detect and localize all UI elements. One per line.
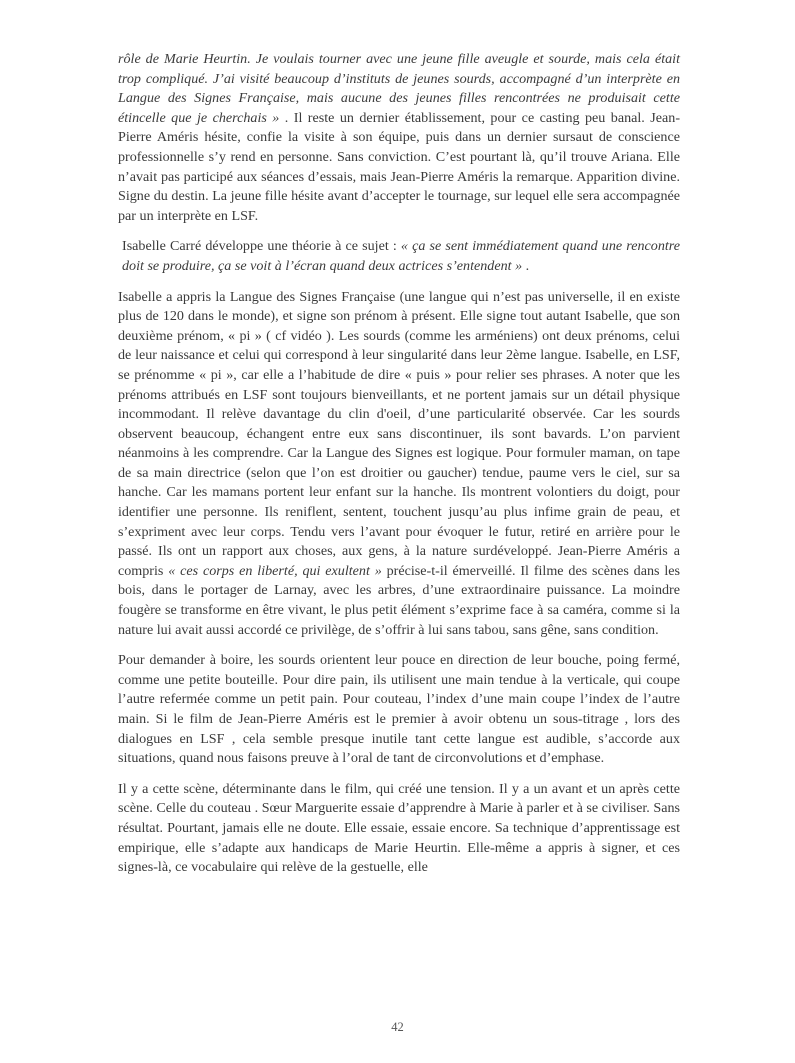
quote-isabelle-carre: « ça se sent immédiatement quand une rencontre doit se produire, ça se voit à l’écran quand deux actrices s’entendent » [122,238,681,274]
paragraph-5-text: Il y a cette scène, déterminante dans le film, qui créé une tension. Il y a un avant et un après cette scène. Celle du couteau . Sœur Marguerite essaie d’apprendre à Marie à parler et à se civiliser. Sans résultat. Pourtant, jamais elle ne doute. Elle essaie, essaie encore. Sa technique d’apprentissage est empirique, elle s’adapte aux handicaps de Marie Heurtin. Elle-même a appris à signer, et ces signes-là, ce vocabulaire qui relève de la gestuelle, elle [118,780,680,876]
paragraph-5 [118,780,680,878]
paragraph-3 [118,288,680,641]
page-number: 42 [391,1020,404,1034]
paragraph-2-end: . [522,257,530,274]
paragraph-2 [118,237,680,276]
paragraph-3-text: Isabelle a appris la Langue des Signes Française (une langue qui n’est pas universelle, il en existe plus de 120 dans le monde), et signe son prénom à présent. Elle signe tout autant Isabelle, que son deuxième prénom, « pi » ( cf vidéo ). Les sourds (comme les arméniens) ont deux prénoms, celui de leur naissance et celui qui correspond à leur singularité dans leur 2ème langue. Isabelle, en LSF, se prénomme « pi », car elle a l’habitude de dire « puis » pour relier ses phrases. A noter que les prénoms attribués en LSF sont toujours bienveillants, et ne portent jamais sur un détail physique incommodant. Il relève davantage du clin d'oeil, d’une particularité observée. Car les sourds observent beaucoup, échangent entre eux sans discontinuer, ils sont bavards. L’on parvient néanmoins à les comprendre. Car la Langue des Signes est logique. Pour formuler maman, on tape de sa main directrice (selon que l’on est droitier ou gaucher) tendue, paume vers le ciel, sur sa hanche. Car les mamans portent leur enfant sur la hanche. Ils montrent volontiers du doigt, pour identifier une personne. Ils reniflent, sentent, touchent jusqu’au plus infime grain de peau, et s’expriment avec leur corps. Tendu vers l’avant pour évoquer le futur, retiré en arrière pour le passé. Ils ont un rapport aux choses, aux gens, à la nature surdéveloppé. Jean-Pierre Améris a compris [118,288,680,579]
quote-marie-heurtin: rôle de Marie Heurtin. Je voulais tourner avec une jeune fille aveugle et sourde, mais cela était trop compliqué. J’ai visité beaucoup d’instituts de jeunes sourds, accompagné d’un interprète en Langue des Signes Française, mais aucune des jeunes filles rencontrées ne produisait cette étincelle que je cherchais » [118,51,680,126]
paragraph-2-text: Isabelle Carré développe une théorie à ce sujet : [122,238,401,255]
paragraph-4-text: Pour demander à boire, les sourds orientent leur pouce en direction de leur bouche, poing fermé, comme une petite bouteille. Pour dire pain, ils utilisent une main tendue à la verticale, qui coupe l’autre refermée comme un petit pain. Pour couteau, l’index d’une main coupe l’index de l’autre main. Si le film de Jean-Pierre Améris est le premier à avoir obtenu un sous-titrage , lors des dialogues en LSF , cela semble presque inutile tant cette langue est audible, s’accorde aux situations, quand nous faisons preuve à l’oral de tant de circonvolutions et d’emphase. [118,652,680,767]
paragraph-3-end: précise-t-il émerveillé. Il filme des scènes dans les bois, dans le portager de Larnay, avec les arbres, d’une extraordinaire puissance. La moindre fougère se transforme en être vivant, le plus petit élément s’exprime face à sa caméra, comme si la nature lui avait aussi accordé ce privilège, de s’offrir à lui sans tabou, sans gêne, sans condition. [118,562,680,638]
quote-ces-corps: « ces corps en liberté, qui exultent » [168,562,382,579]
paragraph-1 [118,50,680,226]
paragraph-4 [118,651,680,769]
paragraph-1-text: . Il reste un dernier établissement, pour ce casting peu banal. Jean-Pierre Améris hésite, confie la visite à son équipe, puis dans un dernier sursaut de conscience professionnelle s’y rend en personne. Sans conviction. C’est pourtant là, qu’il trouve Ariana. Elle n’avait pas participé aux séances d’essais, mais Jean-Pierre Améris la remarque. Apparition divine. Signe du destin. La jeune fille hésite avant d’accepter le tournage, sur lequel elle sera accompagnée par un interprète en LSF. [118,109,681,224]
page-body [118,50,680,878]
